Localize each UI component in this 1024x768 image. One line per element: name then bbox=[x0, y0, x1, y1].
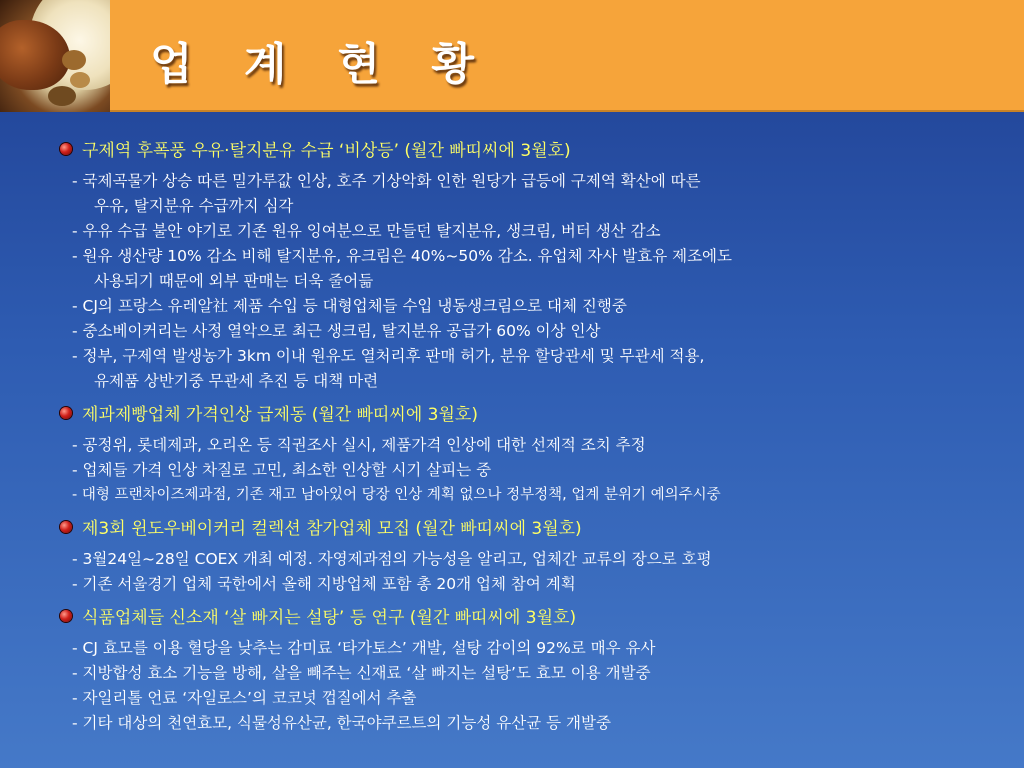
list-item: - CJ의 프랑스 유레알社 제품 수입 등 대형업체들 수입 냉동생크림으로 대체 진행중 bbox=[72, 297, 627, 315]
list-item: - 원유 생산량 10% 감소 비해 탈지분유, 유크림은 40%~50% 감소. 유업체 자사 발효유 제조에도 bbox=[72, 247, 733, 265]
list-item: - 중소베이커리는 사정 열악으로 최근 생크림, 탈지분유 공급가 60% 이상 인상 bbox=[72, 322, 601, 340]
garnish-shape bbox=[70, 72, 90, 88]
title-bar bbox=[0, 0, 1024, 112]
red-bullet-icon bbox=[60, 521, 72, 533]
list-item: - 정부, 구제역 발생농가 3km 이내 원유도 열처리후 판매 허가, 분유 할당관세 및 무관세 적용, bbox=[72, 347, 705, 365]
list-item: - 우유 수급 불안 야기로 기존 원유 잉여분으로 만들던 탈지분유, 생크림, 버터 생산 감소 bbox=[72, 222, 661, 240]
list-item: - 공정위, 롯데제과, 오리온 등 직권조사 실시, 제품가격 인상에 대한 선제적 조치 추정 bbox=[72, 436, 646, 454]
section-heading-text: 식품업체들 신소재 ‘살 빠지는 설탕’ 등 연구 (월간 빠띠씨에 3월호) bbox=[82, 608, 577, 628]
section-heading bbox=[60, 400, 1020, 425]
red-bullet-icon bbox=[60, 610, 72, 622]
section-heading bbox=[60, 514, 1020, 539]
red-bullet-icon bbox=[60, 407, 72, 419]
list-item: - 3월24일~28일 COEX 개최 예정. 자영제과점의 가능성을 알리고, 업체간 교류의 장으로 호평 bbox=[72, 550, 712, 568]
list-item: - 대형 프랜차이즈제과점, 기존 재고 남아있어 당장 인상 계획 없으나 정부정책, 업계 분위기 예의주시중 bbox=[72, 487, 721, 503]
red-bullet-icon bbox=[60, 143, 72, 155]
list-item: - 업체들 가격 인상 차질로 고민, 최소한 인상할 시기 살피는 중 bbox=[72, 461, 492, 479]
list-item-continuation: 유제품 상반기중 무관세 추진 등 대책 마련 bbox=[94, 372, 379, 390]
section-heading-text: 구제역 후폭풍 우유·탈지분유 수급 ‘비상등’ (월간 빠띠씨에 3월호) bbox=[82, 141, 571, 161]
list-item: - 기타 대상의 천연효모, 식물성유산균, 한국야쿠르트의 기능성 유산균 등 개발중 bbox=[72, 714, 611, 732]
slide-title: 업 계 현 황 bbox=[150, 39, 492, 90]
food-photo bbox=[0, 0, 110, 112]
list-item: - 자일리톨 언료 ‘자일로스’의 코코넛 껍질에서 추출 bbox=[72, 689, 417, 707]
section-heading-text: 제3회 윈도우베이커리 컬렉션 참가업체 모집 (월간 빠띠씨에 3월호) bbox=[82, 519, 582, 539]
list-item-continuation: 우유, 탈지분유 수급까지 심각 bbox=[94, 197, 294, 215]
list-item-continuation: 사용되기 때문에 외부 판매는 더욱 줄어듦 bbox=[94, 272, 374, 290]
section-heading-text: 제과제빵업체 가격인상 급제동 (월간 빠띠씨에 3월호) bbox=[82, 405, 478, 425]
section-heading bbox=[60, 603, 1020, 628]
slide-body bbox=[60, 136, 1020, 736]
list-item: - 지방합성 효소 기능을 방해, 살을 빼주는 신재료 ‘살 빠지는 설탕’도 효모 이용 개발중 bbox=[72, 664, 651, 682]
section-heading bbox=[60, 136, 1020, 161]
garnish-shape bbox=[62, 50, 86, 70]
garnish-shape bbox=[48, 86, 76, 106]
list-item: - CJ 효모를 이용 혈당을 낮추는 감미료 ‘타가토스’ 개발, 설탕 감이의 92%로 매우 유사 bbox=[72, 639, 656, 657]
list-item: - 국제곡물가 상승 따른 밀가루값 인상, 호주 기상악화 인한 원당가 급등에 구제역 확산에 따른 bbox=[72, 172, 701, 190]
list-item: - 기존 서울경기 업체 국한에서 올해 지방업체 포함 총 20개 업체 참여 계획 bbox=[72, 575, 576, 593]
